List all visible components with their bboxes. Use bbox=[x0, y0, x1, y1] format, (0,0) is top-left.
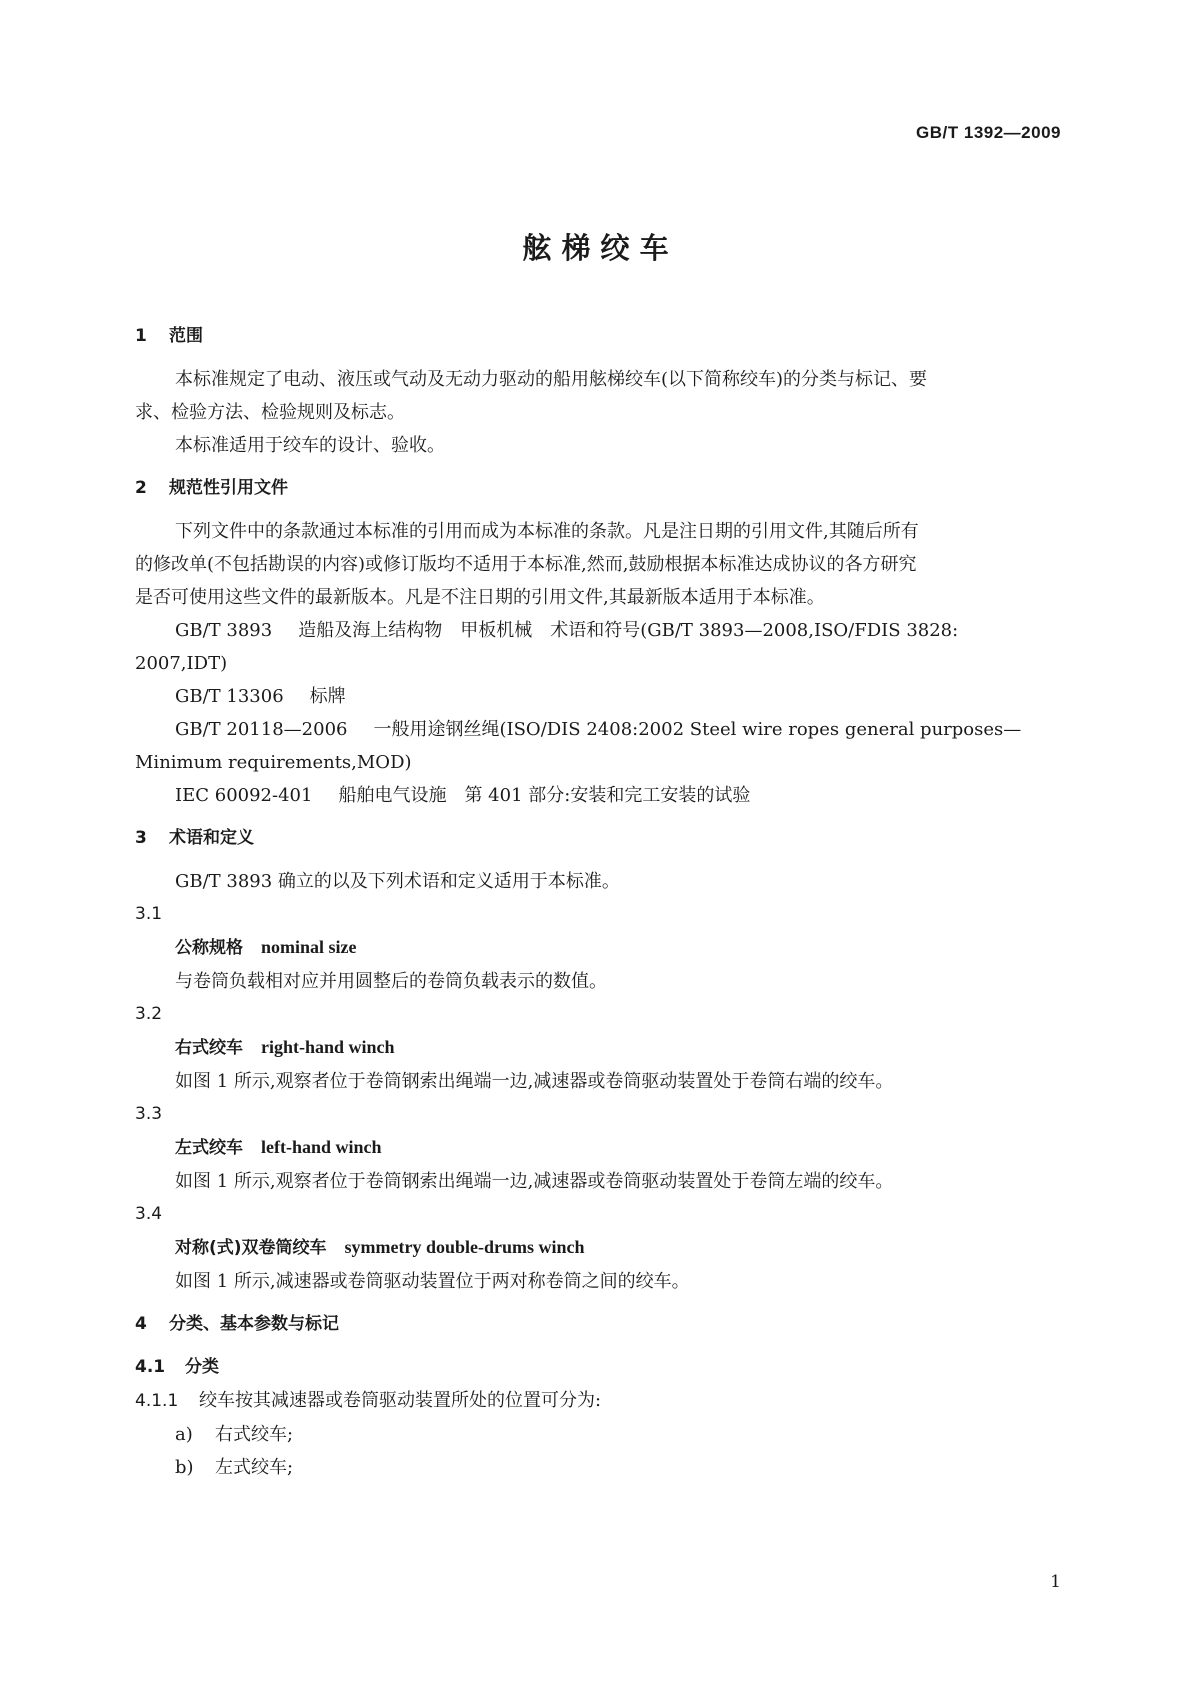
section-1-heading bbox=[135, 320, 1059, 353]
list-text: 左式绞车; bbox=[215, 1457, 294, 1478]
page-number: 1 bbox=[1050, 1572, 1061, 1592]
clause-number: 3.2 bbox=[135, 1004, 163, 1024]
term-definition: 与卷筒负载相对应并用圆整后的卷筒负载表示的数值。 bbox=[175, 971, 607, 992]
clause-text: 绞车按其减速器或卷筒驱动装置所处的位置可分为: bbox=[199, 1390, 602, 1411]
reference-code: GB/T 3893 bbox=[175, 620, 273, 641]
paragraph bbox=[135, 363, 1059, 396]
reference-continuation: 2007,IDT) bbox=[135, 653, 228, 674]
section-number: 2 bbox=[135, 478, 147, 498]
clause-number: 3.1 bbox=[135, 904, 163, 924]
reference-item bbox=[135, 779, 1059, 812]
term bbox=[135, 931, 1059, 965]
term-english: nominal size bbox=[261, 937, 357, 957]
term-definition: 如图 1 所示,减速器或卷筒驱动装置位于两对称卷筒之间的绞车。 bbox=[175, 1271, 690, 1292]
paragraph: 本标准适用于绞车的设计、验收。 bbox=[175, 435, 445, 456]
paragraph-line: 本标准规定了电动、液压或气动及无动力驱动的船用舷梯绞车(以下简称绞车)的分类与标记、要 bbox=[175, 369, 928, 390]
reference-code: IEC 60092-401 bbox=[175, 785, 313, 806]
standard-code: GB/T 1392—2009 bbox=[916, 123, 1061, 142]
document-title: 舷 梯 绞 车 bbox=[522, 231, 669, 265]
subsection-heading bbox=[135, 1351, 1059, 1384]
reference-item bbox=[135, 680, 1059, 713]
subsection-title: 分类 bbox=[185, 1357, 219, 1377]
reference-title: 标牌 bbox=[309, 686, 346, 707]
paragraph-line: 是否可使用这些文件的最新版本。凡是不注日期的引用文件,其最新版本适用于本标准。 bbox=[135, 587, 825, 608]
list-item bbox=[135, 1418, 1059, 1451]
reference-title: 船舶电气设施 第 401 部分:安装和完工安装的试验 bbox=[338, 785, 751, 806]
term bbox=[135, 1131, 1059, 1165]
clause-number: 4.1.1 bbox=[135, 1391, 179, 1411]
subsection-number: 4.1 bbox=[135, 1357, 166, 1377]
term-english: left-hand winch bbox=[261, 1137, 382, 1157]
reference-item bbox=[135, 713, 1059, 746]
term-english: symmetry double-drums winch bbox=[344, 1237, 585, 1257]
list-text: 右式绞车; bbox=[215, 1424, 294, 1445]
paragraph-line: 的修改单(不包括勘误的内容)或修订版均不适用于本标准,然而,鼓励根据本标准达成协议的各方研究 bbox=[135, 554, 917, 575]
reference-code: GB/T 20118—2006 bbox=[175, 719, 348, 740]
term-chinese: 对称(式)双卷筒绞车 bbox=[175, 1238, 327, 1258]
list-marker: a) bbox=[175, 1424, 193, 1445]
paragraph: GB/T 3893 确立的以及下列术语和定义适用于本标准。 bbox=[175, 871, 620, 892]
section-4-heading bbox=[135, 1308, 1059, 1341]
term-chinese: 右式绞车 bbox=[175, 1038, 243, 1058]
section-number: 4 bbox=[135, 1314, 147, 1334]
section-number: 3 bbox=[135, 828, 147, 848]
clause-number: 3.4 bbox=[135, 1204, 163, 1224]
term-chinese: 左式绞车 bbox=[175, 1138, 243, 1158]
term-english: right-hand winch bbox=[261, 1037, 395, 1057]
term-definition: 如图 1 所示,观察者位于卷筒钢索出绳端一边,减速器或卷筒驱动装置处于卷筒左端的绞车。 bbox=[175, 1171, 894, 1192]
term bbox=[135, 1031, 1059, 1065]
section-title: 范围 bbox=[169, 326, 203, 346]
section-title: 规范性引用文件 bbox=[169, 478, 288, 498]
paragraph-line: 下列文件中的条款通过本标准的引用而成为本标准的条款。凡是注日期的引用文件,其随后所有 bbox=[175, 521, 919, 542]
term bbox=[135, 1231, 1059, 1265]
list-marker: b) bbox=[175, 1457, 194, 1478]
reference-title: 造船及海上结构物 甲板机械 术语和符号(GB/T 3893—2008,ISO/FDIS 3828: bbox=[298, 620, 959, 641]
clause-number: 3.3 bbox=[135, 1104, 163, 1124]
term-definition: 如图 1 所示,观察者位于卷筒钢索出绳端一边,减速器或卷筒驱动装置处于卷筒右端的绞车。 bbox=[175, 1071, 894, 1092]
section-title: 分类、基本参数与标记 bbox=[169, 1314, 339, 1334]
document-body bbox=[135, 320, 1059, 1484]
reference-title: 一般用途钢丝绳(ISO/DIS 2408:2002 Steel wire ropes general purposes— bbox=[373, 719, 1022, 740]
reference-code: GB/T 13306 bbox=[175, 686, 284, 707]
clause bbox=[135, 1384, 1059, 1418]
term-chinese: 公称规格 bbox=[175, 938, 243, 958]
reference-continuation: Minimum requirements,MOD) bbox=[135, 752, 412, 773]
section-number: 1 bbox=[135, 326, 147, 346]
section-2-heading bbox=[135, 472, 1059, 505]
section-title: 术语和定义 bbox=[169, 828, 254, 848]
list-item bbox=[135, 1451, 1059, 1484]
reference-item bbox=[135, 614, 1059, 647]
section-3-heading bbox=[135, 822, 1059, 855]
paragraph-continuation: 求、检验方法、检验规则及标志。 bbox=[135, 402, 405, 423]
